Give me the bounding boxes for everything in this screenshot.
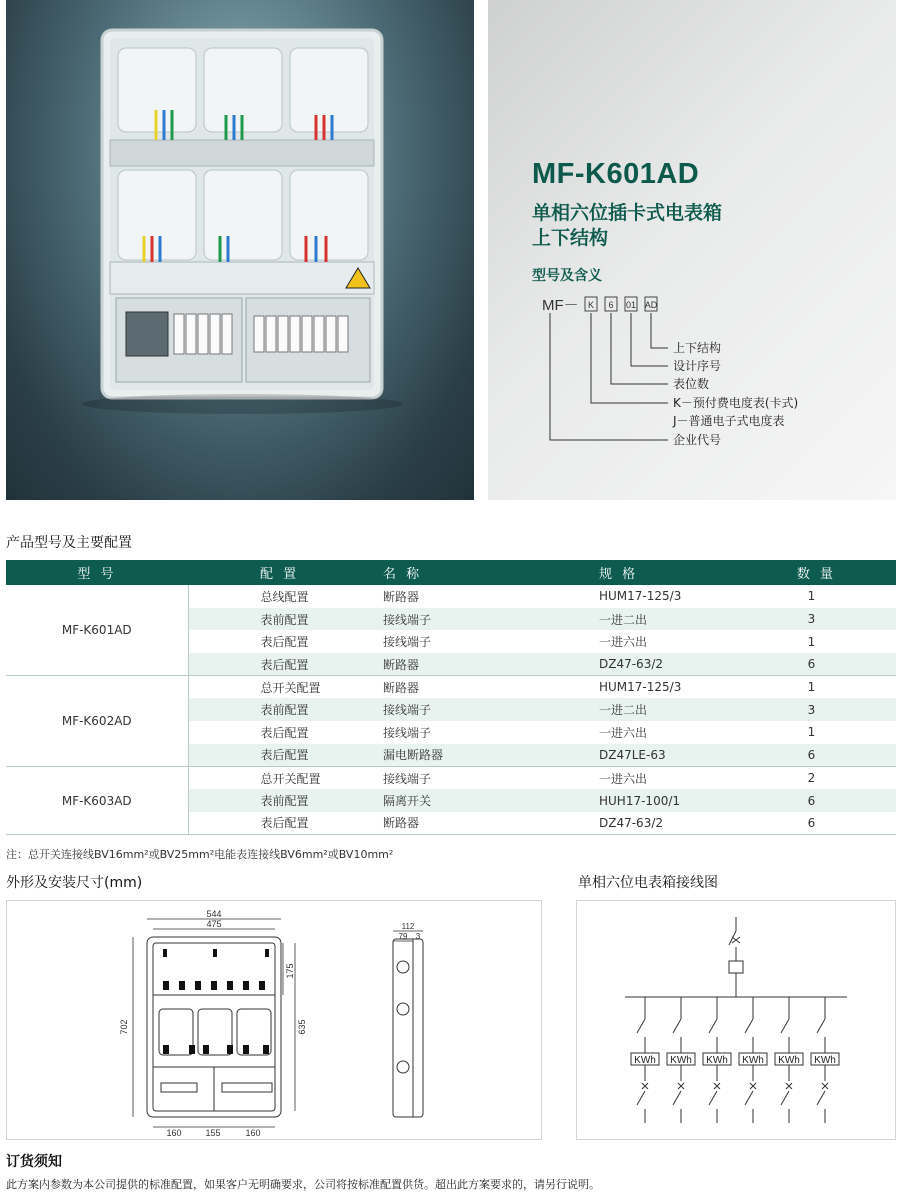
- qty-cell: 6: [737, 789, 896, 812]
- meter-branch: [739, 997, 767, 1123]
- meaning-5: J－普通电子式电度表: [673, 414, 785, 428]
- meter-branch: [631, 997, 659, 1123]
- spec-cell: 一进二出: [527, 698, 737, 721]
- config-cell: 总线配置: [260, 589, 309, 604]
- wiring-diagram: [577, 901, 895, 1139]
- spec-cell: DZ47-63/2: [527, 653, 737, 676]
- model-code-diagram: [528, 290, 858, 460]
- meaning-4: K－预付费电度表(卡式): [673, 396, 799, 410]
- code-box-3: 01: [625, 300, 637, 310]
- spec-cell: 一进二出: [527, 608, 737, 631]
- code-box-4: AD: [644, 300, 658, 310]
- spec-cell: DZ47LE-63: [527, 744, 737, 767]
- header-spec: 规 格: [527, 560, 737, 585]
- header-model: 型 号: [6, 560, 188, 585]
- spec-cell: DZ47-63/2: [527, 812, 737, 835]
- config-table: [6, 560, 896, 835]
- kwh-meter-label: KWh: [814, 1055, 836, 1066]
- kwh-meter-label: KWh: [634, 1055, 656, 1066]
- qty-cell: 1: [807, 725, 816, 740]
- product-photo: [6, 0, 474, 500]
- table-row: [6, 767, 896, 790]
- dim-top-part: 175: [285, 963, 295, 979]
- name-cell: 接线端子: [383, 725, 432, 740]
- product-subtitle-1: 单相六位插卡式电表箱: [532, 202, 723, 224]
- name-cell: 隔离开关: [342, 789, 527, 812]
- config-cell: 表后配置: [260, 635, 309, 650]
- dim-side-d1: 79: [398, 932, 408, 941]
- config-section-title: 产品型号及主要配置: [6, 535, 132, 551]
- qty-cell: 2: [807, 771, 816, 786]
- qty-cell: 6: [737, 812, 896, 835]
- qty-cell: 3: [737, 698, 896, 721]
- name-cell: 接线端子: [342, 698, 527, 721]
- kwh-meter-label: KWh: [742, 1055, 764, 1066]
- product-model-title: MF-K601AD: [532, 158, 700, 190]
- name-cell: 断路器: [342, 653, 527, 676]
- dim-bottom-left: 160: [166, 1128, 182, 1138]
- wiring-note: 注：总开关连接线BV16mm²或BV25mm²电能表连接线BV6mm²或BV10mm²: [6, 848, 394, 861]
- hero-banner: [0, 0, 902, 505]
- config-cell: 表后配置: [188, 653, 342, 676]
- spec-cell: HUM17-125/3: [599, 589, 682, 604]
- model-cell: MF-K602AD: [6, 676, 188, 767]
- dimensions-drawing-box: [6, 900, 542, 1140]
- product-info-panel: [488, 0, 896, 500]
- qty-cell: 6: [737, 744, 896, 767]
- config-cell: 总开关配置: [260, 771, 321, 786]
- spec-cell: HUH17-100/1: [527, 789, 737, 812]
- config-cell: 表前配置: [188, 608, 342, 631]
- table-row: [6, 676, 896, 699]
- name-cell: 接线端子: [383, 635, 432, 650]
- meaning-6: 企业代号: [673, 433, 722, 447]
- model-cell: MF-K601AD: [6, 585, 188, 676]
- meter-branch: [703, 997, 731, 1123]
- dim-bottom-mid: 155: [205, 1128, 221, 1138]
- dim-bottom-right: 160: [245, 1128, 261, 1138]
- meaning-1: 上下结构: [673, 341, 722, 355]
- name-cell: 接线端子: [383, 771, 432, 786]
- order-text: 此方案内参数为本公司提供的标准配置，如果客户无明确要求，公司将按标准配置供货。超出此方案要求的，请另行说明。: [6, 1178, 600, 1191]
- header-qty: 数 量: [737, 560, 896, 585]
- config-cell: 表后配置: [260, 725, 309, 740]
- qty-cell: 6: [737, 653, 896, 676]
- name-cell: 断路器: [342, 812, 527, 835]
- meter-branch: [775, 997, 803, 1123]
- name-cell: 断路器: [383, 680, 420, 695]
- meter-branch: [667, 997, 695, 1123]
- qty-cell: 1: [807, 634, 816, 649]
- dim-height-outer: 702: [119, 1019, 129, 1035]
- meter-branch: [811, 997, 839, 1123]
- product-subtitle-2: 上下结构: [532, 227, 609, 249]
- meter-box-illustration: [6, 0, 474, 500]
- header-config: 配 置: [188, 560, 342, 585]
- spec-cell: 一进六出: [599, 725, 648, 740]
- dim-height-inner: 635: [297, 1019, 307, 1035]
- spec-cell: 一进六出: [599, 635, 648, 650]
- code-prefix: MF－: [542, 297, 579, 314]
- wiring-diagram-box: [576, 900, 896, 1140]
- name-cell: 接线端子: [342, 608, 527, 631]
- meaning-3: 表位数: [673, 377, 710, 391]
- config-cell: 表后配置: [188, 744, 342, 767]
- dim-width-outer: 544: [206, 909, 222, 919]
- qty-cell: 3: [737, 608, 896, 631]
- config-cell: 总开关配置: [260, 680, 321, 695]
- spec-cell: HUM17-125/3: [599, 680, 682, 695]
- spec-cell: 一进六出: [599, 771, 648, 786]
- config-cell: 表前配置: [188, 698, 342, 721]
- code-box-1: K: [587, 300, 595, 310]
- model-meaning-title: 型号及含义: [532, 268, 602, 284]
- kwh-meter-label: KWh: [706, 1055, 728, 1066]
- dimension-drawing: [7, 901, 541, 1139]
- model-cell: MF-K603AD: [6, 767, 188, 835]
- dim-side-depth: 112: [401, 922, 415, 931]
- config-cell: 表后配置: [188, 812, 342, 835]
- name-cell: 断路器: [383, 589, 420, 604]
- header-name: 名 称: [342, 560, 527, 585]
- qty-cell: 1: [807, 680, 816, 695]
- dim-side-d2: 3: [415, 932, 421, 941]
- dim-width-inner: 475: [206, 919, 222, 929]
- code-box-2: 6: [608, 300, 614, 310]
- table-header-row: [6, 560, 896, 585]
- meaning-2: 设计序号: [673, 359, 722, 373]
- kwh-meter-label: KWh: [778, 1055, 800, 1066]
- dimensions-title: 外形及安装尺寸(mm): [6, 875, 143, 891]
- config-cell: 表前配置: [188, 789, 342, 812]
- qty-cell: 1: [807, 589, 816, 604]
- table-row: [6, 585, 896, 608]
- wiring-title: 单相六位电表箱接线图: [578, 875, 718, 891]
- name-cell: 漏电断路器: [342, 744, 527, 767]
- order-title: 订货须知: [6, 1154, 62, 1170]
- kwh-meter-label: KWh: [670, 1055, 692, 1066]
